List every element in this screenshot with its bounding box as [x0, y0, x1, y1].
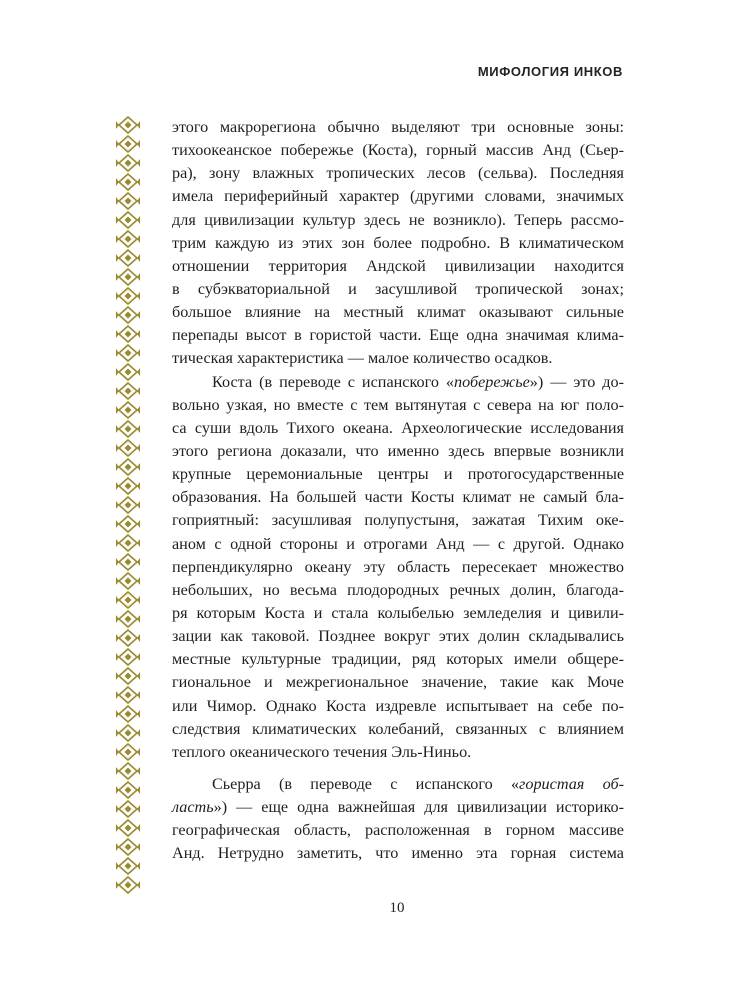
text-line: географическая область, расположенная в горном массиве [172, 821, 624, 840]
text-line: вольно узкая, но вместе с тем вытянутая с севера на юг поло- [172, 395, 624, 414]
text-line: этого макрорегиона обычно выделяют три основные зоны: [172, 118, 624, 136]
text-line: отношении территория Андской цивилизации находится [172, 256, 624, 275]
text-line: перепады высот в гористой части. Еще одна значимая клима- [172, 326, 624, 345]
text-line: следствия климатических колебаний, связанных с влиянием [172, 719, 624, 738]
text-line: тическая характеристика — малое количество осадков. [172, 349, 553, 368]
text-line: тихоокеанское побережье (Коста), горный массив Анд (Сьер- [172, 141, 624, 160]
text-line: Коста (в переводе с испанского «побережье») — это до- [212, 372, 624, 391]
text-line: крупные церемониальные центры и протогосударственные [172, 465, 624, 484]
text-line: или Чимор. Однако Коста издревле испытывает на себе по- [172, 696, 624, 715]
diamond-border-ornament [114, 116, 142, 902]
page-number: 10 [389, 900, 405, 916]
text-line: в субэкваториальной и засушливой тропической зонах; [172, 279, 624, 298]
text-line: небольших, но весьма плодородных речных долин, благода- [172, 580, 624, 599]
text-line: гоприятный: засушливая полупустыня, зажатая Тихим оке- [172, 511, 624, 530]
text-line: гиональное и межрегиональное значение, такие как Моче [172, 673, 624, 692]
text-line: большое влияние на местный климат оказывают сильные [172, 303, 624, 322]
text-line: имела периферийный характер (другими словами, значимых [172, 187, 624, 206]
text-line: образования. На большей части Косты климат не самый бла- [172, 488, 624, 507]
text-line: Анд. Нетрудно заметить, что именно эта горная система [172, 844, 624, 863]
text-line: ра), зону влажных тропических лесов (сельва). Последняя [172, 164, 624, 183]
body-text [172, 116, 624, 866]
text-line: аном с одной стороны и отрогами Анд — с другой. Однако [172, 534, 624, 553]
text-line: этого региона доказали, что именно здесь впервые возникли [172, 441, 624, 460]
running-header: МИФОЛОГИЯ ИНКОВ [477, 64, 623, 79]
text-line: зации как таковой. Позднее вокруг этих долин складывались [172, 627, 624, 646]
text-line: ласть») — еще одна важнейшая для цивилизации историко- [172, 798, 624, 817]
text-line: ря которым Коста и стала колыбелью земледелия и цивили- [172, 603, 624, 622]
text-line: Сьерра (в переводе с испанского «гористая об- [212, 774, 625, 793]
text-line: перпендикулярно океану эту область пересекает множество [172, 557, 624, 576]
text-line: местные культурные традиции, ряд которых имели общере- [172, 650, 624, 669]
text-line: теплого океанического течения Эль-Ниньо. [172, 742, 472, 761]
text-line: са суши вдоль Тихого океана. Археологические исследования [172, 418, 624, 437]
text-line: трим каждую из этих зон более подробно. В климатическом [172, 233, 624, 252]
text-line: для цивилизации культур здесь не возникло). Теперь рассмо- [172, 210, 624, 229]
